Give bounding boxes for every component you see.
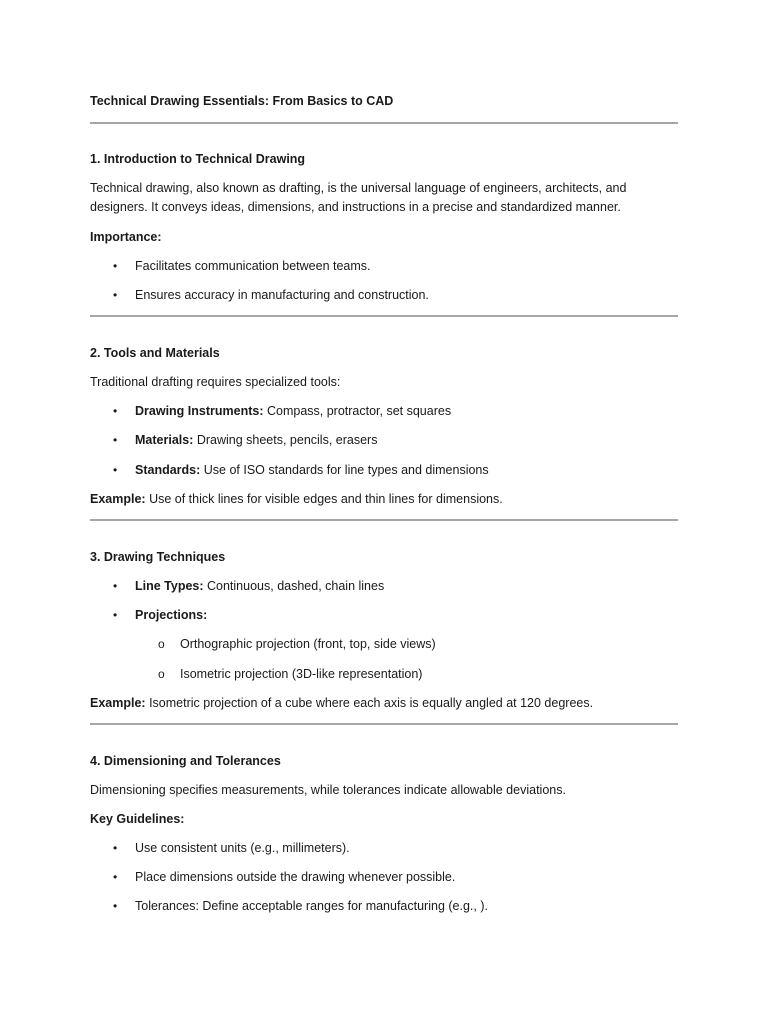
list-item-label: Materials:: [135, 433, 194, 447]
section-3-heading: 3. Drawing Techniques: [90, 550, 226, 564]
list-item: Place dimensions outside the drawing whenever possible.: [135, 870, 456, 884]
bullet-glyph: •: [113, 463, 118, 477]
bullet-glyph: •: [113, 404, 118, 418]
example-text: Use of thick lines for visible edges and thin lines for dimensions.: [145, 492, 503, 506]
section-1-paragraph-line-2: designers. It conveys ideas, dimensions, and instructions in a precise and standardized manner.: [90, 200, 621, 214]
section-2-heading: 2. Tools and Materials: [90, 346, 220, 360]
example-label: Example:: [90, 492, 146, 506]
list-item: [135, 431, 377, 451]
bullet-glyph: •: [113, 608, 118, 622]
bullet-glyph: •: [113, 841, 118, 855]
list-item-label: Drawing Instruments:: [135, 404, 264, 418]
list-item: [135, 606, 207, 626]
bullet-glyph: •: [113, 579, 118, 593]
bullet-glyph: •: [113, 899, 118, 913]
divider: [90, 723, 678, 725]
key-guidelines-label: Key Guidelines:: [90, 812, 185, 826]
list-item-text: Drawing sheets, pencils, erasers: [193, 433, 378, 447]
document-title: Technical Drawing Essentials: From Basics to CAD: [90, 94, 394, 108]
bullet-glyph: •: [113, 259, 118, 273]
example-label: Example:: [90, 696, 146, 710]
list-item-label: Standards:: [135, 463, 201, 477]
sub-bullet-glyph: o: [158, 667, 165, 681]
section-3-example: [90, 694, 593, 714]
sub-list-item: Orthographic projection (front, top, side views): [180, 637, 436, 651]
example-text: Isometric projection of a cube where each axis is equally angled at 120 degrees.: [145, 696, 594, 710]
sub-list-item: Isometric projection (3D-like representation): [180, 667, 423, 681]
section-4-intro: Dimensioning specifies measurements, while tolerances indicate allowable deviations.: [90, 783, 566, 797]
list-item: Facilitates communication between teams.: [135, 259, 371, 273]
section-1-paragraph-line-1: Technical drawing, also known as drafting, is the universal language of engineers, architects, and: [90, 181, 627, 195]
list-item: [135, 577, 384, 597]
section-4-heading: 4. Dimensioning and Tolerances: [90, 754, 281, 768]
bullet-glyph: •: [113, 433, 118, 447]
bullet-glyph: •: [113, 870, 118, 884]
list-item-text: Compass, protractor, set squares: [263, 404, 452, 418]
list-item-text: Use of ISO standards for line types and dimensions: [200, 463, 489, 477]
divider: [90, 519, 678, 521]
list-item-text: Continuous, dashed, chain lines: [203, 579, 385, 593]
list-item: [135, 402, 451, 422]
list-item: Tolerances: Define acceptable ranges for manufacturing (e.g., ).: [135, 899, 488, 913]
list-item: Use consistent units (e.g., millimeters).: [135, 841, 350, 855]
divider: [90, 122, 678, 124]
list-item-label: Line Types:: [135, 579, 204, 593]
bullet-glyph: •: [113, 288, 118, 302]
list-item: Ensures accuracy in manufacturing and construction.: [135, 288, 429, 302]
section-2-intro: Traditional drafting requires specialized tools:: [90, 375, 341, 389]
list-item: [135, 461, 489, 481]
sub-bullet-glyph: o: [158, 637, 165, 651]
section-1-heading: 1. Introduction to Technical Drawing: [90, 152, 306, 166]
divider: [90, 315, 678, 317]
list-item-label: Projections:: [135, 608, 208, 622]
section-2-example: [90, 490, 503, 510]
importance-label: Importance:: [90, 230, 162, 244]
